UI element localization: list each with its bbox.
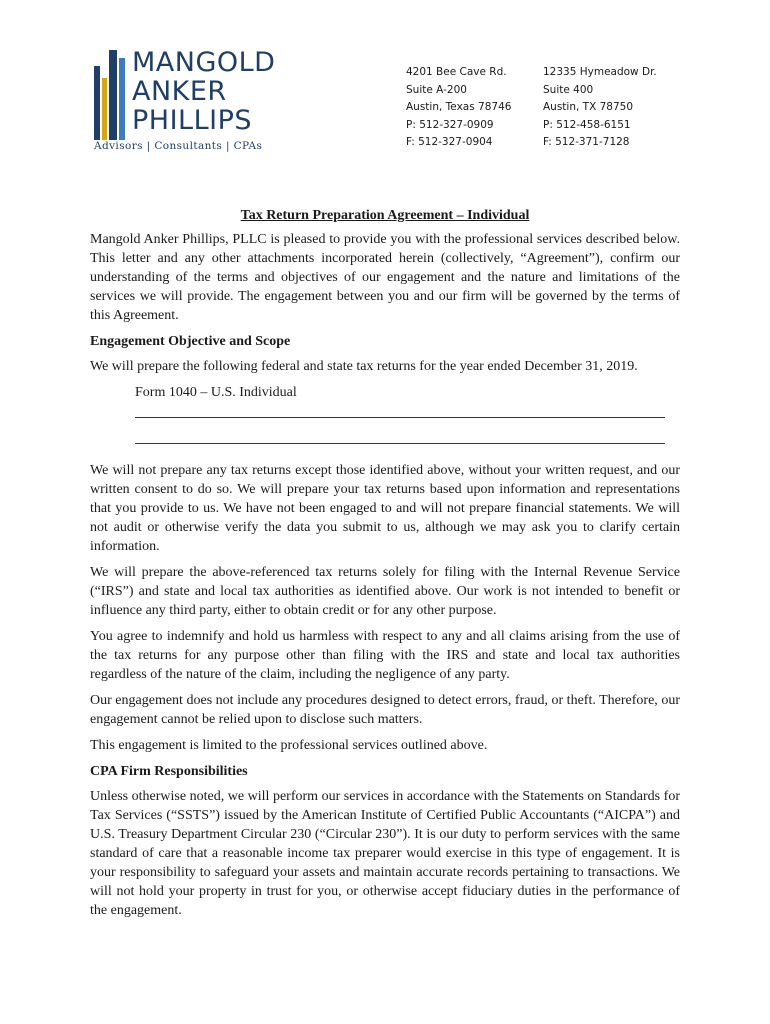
office-address-hymeadow	[543, 64, 657, 152]
paragraph-filing-purpose: We will prepare the above-referenced tax returns solely for filing with the Internal Revenue Service (“IRS”) and state and local tax authorities as identified above. Our work is not intended to benefit or influence any third party, either to obtain credit or for any other purpose.	[90, 565, 680, 618]
firm-logo	[92, 47, 276, 158]
blank-entry-line	[135, 416, 665, 418]
form-item: Form 1040 – U.S. Individual	[135, 385, 297, 400]
paragraph-indemnify: You agree to indemnify and hold us harmless with respect to any and all claims arising from the use of the tax returns for any purpose other than filing with the IRS and state and local tax authorities regardless of the nature of the claim, including the negligence of any party.	[90, 629, 680, 682]
address-fax: F: 512-371-7128	[543, 136, 630, 148]
section-heading-engagement: Engagement Objective and Scope	[90, 334, 291, 349]
paragraph-standards: Unless otherwise noted, we will perform our services in accordance with the Statements on Standards for Tax Services (“SSTS”) issued by the American Institute of Certified Public Accountants (“AICPA”) and U.S. Treasury Department Circular 230 (“Circular 230”). It is our duty to perform services with the same standard of care that a reasonable income tax preparer would exercise in this type of engagement. It is your responsibility to safeguard your assets and maintain accurate records pertaining to transactions. We will not hold your property in trust for you, or otherwise accept fiduciary duties in the performance of the engagement.	[90, 789, 680, 918]
logo-word-mangold: MANGOLD	[132, 47, 276, 78]
logo-word-anker: ANKER	[132, 76, 227, 107]
blank-entry-line	[135, 442, 665, 444]
section-heading-responsibilities: CPA Firm Responsibilities	[90, 764, 248, 779]
office-address-bee-cave	[406, 64, 511, 152]
address-city: Austin, Texas 78746	[406, 101, 512, 113]
address-fax: F: 512-327-0904	[406, 136, 493, 148]
address-street: 4201 Bee Cave Rd.	[406, 66, 507, 78]
address-city: Austin, TX 78750	[543, 101, 634, 113]
logo-tagline: Advisors | Consultants | CPAs	[94, 140, 263, 152]
logo-word-phillips: PHILLIPS	[132, 105, 253, 136]
address-suite: Suite A-200	[406, 83, 467, 96]
agreement-body	[90, 206, 680, 927]
intro-paragraph: Mangold Anker Phillips, PLLC is pleased to provide you with the professional services described below. This letter and any other attachments incorporated herein (collectively, “Agreement”), confirm our understanding of the terms and objectives of our engagement and the nature and limitations of the services we will provide. The engagement between you and our firm will be governed by the terms of this Agreement.	[90, 232, 680, 323]
address-suite: Suite 400	[543, 83, 594, 96]
paragraph-no-other-returns: We will not prepare any tax returns except those identified above, without your written request, and our written consent to do so. We will prepare your tax returns based upon information and representations that you provide to us. We have not been engaged to and will not prepare financial statements. We will not audit or otherwise verify the data you submit to us, although we may ask you to clarify certain information.	[90, 463, 680, 554]
address-street: 12335 Hymeadow Dr.	[543, 66, 657, 78]
document-title: Tax Return Preparation Agreement – Individual	[240, 208, 530, 223]
address-phone: P: 512-458-6151	[543, 118, 631, 131]
address-phone: P: 512-327-0909	[406, 118, 494, 131]
paragraph-no-fraud-detection: Our engagement does not include any procedures designed to detect errors, fraud, or theft. Therefore, our engagement cannot be relied upon to disclose such matters.	[90, 693, 680, 727]
scope-paragraph: We will prepare the following federal and state tax returns for the year ended December 31, 2019.	[90, 359, 638, 374]
logo-bars-icon	[92, 48, 132, 140]
paragraph-limited-scope: This engagement is limited to the professional services outlined above.	[90, 738, 488, 753]
